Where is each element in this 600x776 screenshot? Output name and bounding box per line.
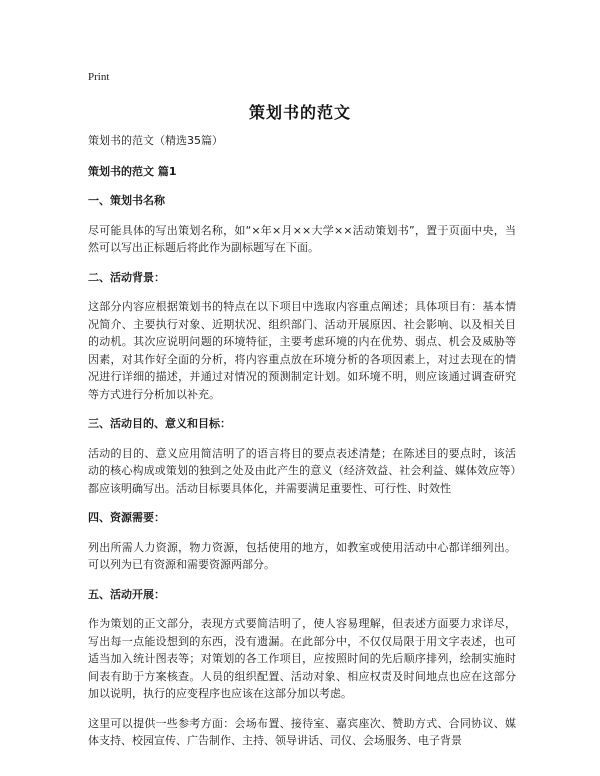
section-heading-1: 一、策划书名称 [88, 194, 165, 207]
section-paragraph-6: 这里可以提供一些参考方面：会场布置、接待室、嘉宾座次、赞助方式、合同协议、媒体支持、校园宣传、广告制作、主持、领导讲话、司仪、会场服务、电子背景 [88, 716, 516, 747]
section-heading-5: 五、活动开展： [88, 587, 165, 601]
section-paragraph-4: 列出所需人力资源，物力资源，包括使用的地方，如教室或使用活动中心都详细列出。可以列为已有资源和需要资源两部分。 [88, 540, 516, 571]
section-heading-3: 三、活动目的、意义和目标： [88, 417, 231, 430]
section-heading-2: 二、活动背景： [88, 270, 165, 284]
section-paragraph-3: 活动的目的、意义应用简洁明了的语言将目的要点表述清楚；在陈述目的要点时，该活动的核心构成或策划的独到之处及由此产生的意义（经济效益、社会利益、媒体效应等）都应该明确写出。活动目标要具体化，并需要满足重要性、可行性、时效性 [88, 446, 516, 495]
section-paragraph-1: 尽可能具体的写出策划名称，如“×年×月××大学××活动策划书”，置于页面中央，当然可以写出正标题后将此作为副标题写在下面。 [88, 223, 516, 254]
print-label: Print [88, 71, 110, 83]
section-heading-4: 四、资源需要： [88, 511, 165, 524]
page-title: 策划书的范文 [248, 103, 351, 122]
section-paragraph-2: 这部分内容应根据策划书的特点在以下项目中选取内容重点阐述；具体项目有：基本情况简介、主要执行对象、近期状况、组织部门、活动开展原因、社会影响、以及相关目的动机。其次应说明问题的环境特征，主要考虑环境的内在优势、弱点、机会及威胁等因素，对其作好全面的分析，将内容重点放在环境分析的各项因素上，对过去现在的情况进行详细的描述，并通过对情况的预测制定计划。如环境不明，则应该通过调查研究等方式进行分析加以补充。 [88, 300, 516, 401]
section-paragraph-5: 作为策划的正文部分，表现方式要简洁明了，使人容易理解，但表述方面要力求详尽，写出每一点能设想到的东西，没有遗漏。在此部分中，不仅仅局限于用文字表述，也可适当加入统计图表等；对策划的各工作项目，应按照时间的先后顺序排列，绘制实施时间表有助于方案核查。人员的组织配置、活动对象、相应权责及时间地点也应在这部分加以说明，执行的应变程序也应该在这部分加以考虑。 [88, 617, 516, 700]
article-title: 策划书的范文 篇1 [88, 164, 177, 178]
document-body [88, 132, 516, 762]
document-subtitle: 策划书的范文（精选35篇） [88, 134, 223, 147]
